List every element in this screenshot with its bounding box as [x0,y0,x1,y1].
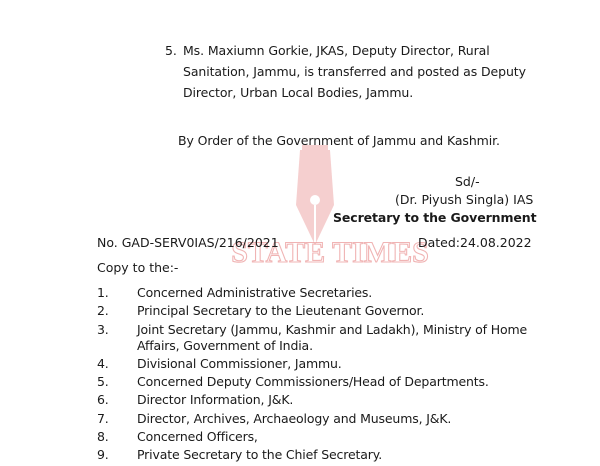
paragraph-line: Ms. Maxiumn Gorkie, JKAS, Deputy Director, Rural [183,43,490,58]
list-item: 9. Private Secretary to the Chief Secretary. [97,447,383,463]
list-item: 1. Concerned Administrative Secretaries. [97,285,373,300]
by-order-line: By Order of the Government of Jammu and Kashmir. [178,133,500,148]
watermark-text: STATE TIMES [231,236,429,269]
list-item: 4. Divisional Commissioner, Jammu. [97,355,342,371]
list-item: 2. Principal Secretary to the Lieutenant Governor. [97,303,425,319]
list-item: 6. Director Information, J&K. [97,392,294,408]
copy-to-heading: Copy to the:- [97,260,179,275]
order-date: Dated:24.08.2022 [418,235,532,250]
paragraph-number: 5. [165,43,177,58]
signer-designation: Secretary to the Government [333,210,537,225]
copy-to-list [97,285,547,466]
paragraph-line: Director, Urban Local Bodies, Jammu. [183,85,414,100]
order-number: No. GAD-SERV0IAS/216/2021 [97,235,279,250]
transfer-paragraph [165,40,545,103]
signer-name: (Dr. Piyush Singla) IAS [395,192,534,207]
list-item: 8. Concerned Officers, [97,429,258,445]
list-item: 5. Concerned Deputy Commissioners/Head of Departments. [97,374,489,390]
list-item: 7. Director, Archives, Archaeology and Museums, J&K. [97,410,452,426]
list-item: 3. Joint Secretary (Jammu, Kashmir and Ladakh), Ministry of Home Affairs, Government of India. [97,321,528,353]
paragraph-line: Sanitation, Jammu, is transferred and posted as Deputy [183,64,526,79]
signature-mark: Sd/- [455,174,480,189]
